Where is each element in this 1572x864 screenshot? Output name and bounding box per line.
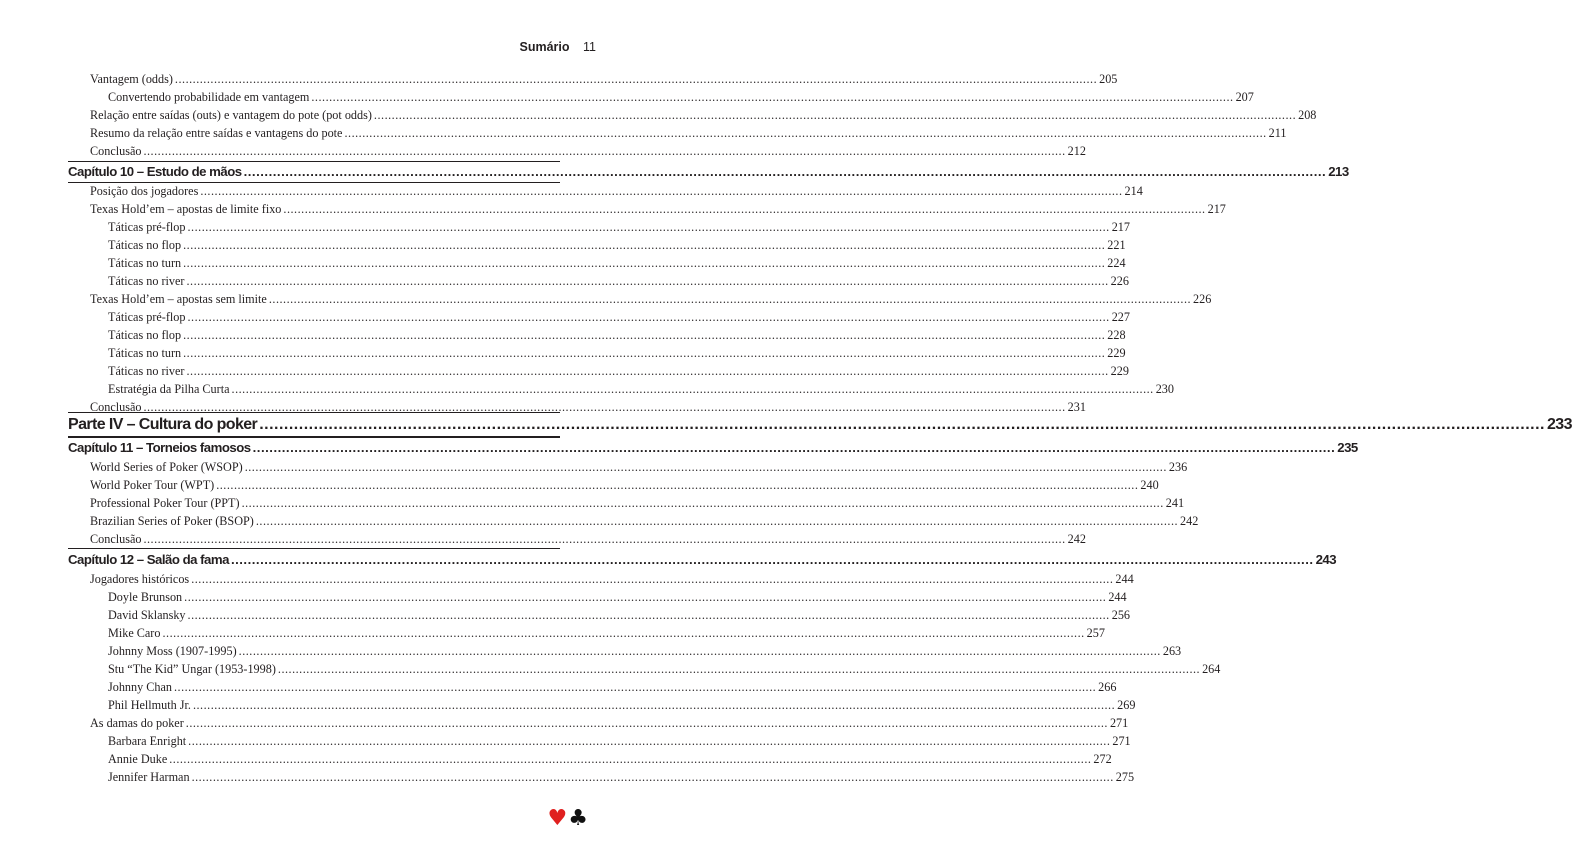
toc-entry-page-number: 263 (1162, 644, 1182, 658)
toc-entry-page-number: 240 (1140, 478, 1159, 492)
toc-entry[interactable] (68, 478, 1159, 493)
toc-entry[interactable] (68, 72, 1118, 87)
dot-leader: .................................................................................................................................................................................................................................................................... (183, 346, 1106, 360)
running-head-section: Sumário (519, 40, 570, 54)
toc-entry-page-number: 243 (1315, 552, 1337, 567)
toc-entry-page-number: 211 (1268, 126, 1287, 140)
toc-entry-title: David Sklansky (108, 608, 186, 622)
dot-leader: .................................................................................................................................................................................................................................................................... (191, 770, 1114, 784)
toc-entry-title: Capítulo 10 – Estudo de mãos (68, 164, 242, 179)
dot-leader: .................................................................................................................................................................................................................................................................... (143, 400, 1066, 414)
toc-subentry[interactable] (68, 256, 1126, 271)
toc-entry-page-number: 272 (1093, 752, 1112, 766)
toc-entry-page-number: 235 (1337, 440, 1358, 455)
dot-leader: .................................................................................................................................................................................................................................................................... (183, 238, 1106, 252)
dot-leader: .................................................................................................................................................................................................................................................................... (311, 90, 1234, 104)
toc-entry-page-number: 205 (1099, 72, 1118, 86)
dot-leader: .................................................................................................................................................................................................................................................................... (230, 552, 1314, 567)
toc-entry-title: Mike Caro (108, 626, 161, 640)
dot-leader: .................................................................................................................................................................................................................................................................... (252, 440, 1336, 455)
toc-entry-title: Táticas pré-flop (108, 220, 186, 234)
dot-leader: .................................................................................................................................................................................................................................................................... (373, 108, 1297, 122)
toc-entry[interactable] (68, 496, 1185, 511)
toc-subentry[interactable] (68, 346, 1126, 361)
dot-leader: .................................................................................................................................................................................................................................................................... (143, 144, 1066, 158)
toc-entry-title: Capítulo 11 – Torneios famosos (68, 440, 251, 455)
toc-entry-title: Texas Hold’em – apostas sem limite (90, 292, 267, 306)
toc-entry-title: Táticas no river (108, 364, 185, 378)
dot-leader: .................................................................................................................................................................................................................................................................... (143, 532, 1066, 546)
toc-subentry[interactable] (68, 662, 1221, 677)
heart-suit-icon: ♥ (547, 806, 568, 831)
toc-entry-page-number: 271 (1112, 734, 1131, 748)
toc-entry-title: Barbara Enright (108, 734, 187, 748)
toc-entry-page-number: 233 (1546, 416, 1572, 433)
toc-entry-page-number: 224 (1107, 256, 1126, 270)
toc-entry-title: Jogadores históricos (90, 572, 190, 586)
toc-entry-title: Conclusão (90, 400, 142, 414)
dot-leader: .................................................................................................................................................................................................................................................................... (243, 164, 1327, 179)
toc-entry[interactable] (68, 108, 1317, 123)
toc-entry-title: Doyle Brunson (108, 590, 183, 604)
toc-subentry[interactable] (68, 220, 1130, 235)
toc-subentry[interactable] (68, 626, 1105, 641)
dot-leader: .................................................................................................................................................................................................................................................................... (244, 460, 1167, 474)
section-divider (68, 182, 560, 183)
toc-entry[interactable] (68, 514, 1199, 529)
dot-leader: .................................................................................................................................................................................................................................................................... (241, 496, 1164, 510)
toc-entry-page-number: 257 (1086, 626, 1105, 640)
toc-subentry[interactable] (68, 238, 1126, 253)
toc-entry-title: Johnny Moss (1907-1995) (108, 644, 237, 658)
part-divider (68, 436, 560, 438)
toc-entry-title: Annie Duke (108, 752, 168, 766)
toc-entry-page-number: 244 (1115, 572, 1134, 586)
dot-leader: .................................................................................................................................................................................................................................................................... (186, 274, 1109, 288)
toc-entry-title: Texas Hold’em – apostas de limite fixo (90, 202, 282, 216)
toc-entry-page-number: 244 (1108, 590, 1127, 604)
toc-entry[interactable] (68, 532, 1086, 547)
dot-leader: .................................................................................................................................................................................................................................................................... (187, 608, 1110, 622)
dot-leader: .................................................................................................................................................................................................................................................................... (173, 680, 1097, 694)
dot-leader: .................................................................................................................................................................................................................................................................... (187, 310, 1110, 324)
toc-entry-title: Jennifer Harman (108, 770, 190, 784)
dot-leader: .................................................................................................................................................................................................................................................................... (169, 752, 1092, 766)
section-divider (68, 161, 560, 162)
toc-subentry[interactable] (68, 734, 1131, 749)
dot-leader: .................................................................................................................................................................................................................................................................... (216, 478, 1139, 492)
dot-leader: .................................................................................................................................................................................................................................................................... (283, 202, 1206, 216)
suit-ornament (548, 808, 588, 830)
toc-entry-page-number: 256 (1111, 608, 1130, 622)
dot-leader: .................................................................................................................................................................................................................................................................... (183, 328, 1106, 342)
toc-entry-page-number: 236 (1168, 460, 1188, 474)
club-suit-icon: ♣ (568, 806, 588, 831)
toc-entry-page-number: 269 (1117, 698, 1136, 712)
dot-leader: .................................................................................................................................................................................................................................................................... (191, 572, 1114, 586)
dot-leader: .................................................................................................................................................................................................................................................................... (268, 292, 1192, 306)
section-divider (68, 548, 560, 549)
toc-subentry[interactable] (68, 382, 1174, 397)
toc-entry-title: Táticas no river (108, 274, 185, 288)
dot-leader: .................................................................................................................................................................................................................................................................... (186, 364, 1109, 378)
toc-subentry[interactable] (68, 644, 1182, 659)
toc-entry-title: Johnny Chan (108, 680, 172, 694)
toc-entry-title: Conclusão (90, 532, 142, 546)
running-head (520, 40, 596, 54)
toc-entry-title: Táticas no flop (108, 328, 182, 342)
toc-entry-page-number: 241 (1165, 496, 1185, 510)
toc-chapter-heading[interactable] (68, 164, 1349, 179)
toc-entry[interactable] (68, 572, 1134, 587)
toc-subentry[interactable] (68, 680, 1117, 695)
toc-entry-title: Posição dos jogadores (90, 184, 199, 198)
dot-leader: .................................................................................................................................................................................................................................................................... (344, 126, 1267, 140)
toc-entry-page-number: 208 (1298, 108, 1317, 122)
running-head-page-number: 11 (583, 40, 596, 54)
toc-chapter-heading[interactable] (68, 440, 1358, 455)
toc-entry-title: Stu “The Kid” Ungar (1953-1998) (108, 662, 276, 676)
toc-entry-title: Resumo da relação entre saídas e vantagens do pote (90, 126, 343, 140)
toc-entry-page-number: 221 (1107, 238, 1126, 252)
dot-leader: .................................................................................................................................................................................................................................................................... (200, 184, 1123, 198)
toc-entry-title: Parte IV – Cultura do poker (68, 416, 258, 433)
toc-entry-page-number: 207 (1235, 90, 1254, 104)
toc-chapter-heading[interactable] (68, 552, 1337, 567)
toc-entry[interactable] (68, 202, 1226, 217)
toc-subentry[interactable] (68, 274, 1129, 289)
toc-entry-title: Relação entre saídas (outs) e vantagem do pote (pot odds) (90, 108, 372, 122)
toc-entry-page-number: 213 (1328, 164, 1349, 179)
toc-entry-title: Professional Poker Tour (PPT) (90, 496, 240, 510)
toc-entry[interactable] (68, 716, 1129, 731)
toc-entry-page-number: 231 (1067, 400, 1086, 414)
toc-entry-title: Estratégia da Pilha Curta (108, 382, 230, 396)
toc-subentry[interactable] (68, 90, 1254, 105)
toc-entry-page-number: 242 (1180, 514, 1199, 528)
toc-entry-page-number: 230 (1155, 382, 1174, 396)
toc-entry-page-number: 227 (1111, 310, 1130, 324)
toc-entry-page-number: 264 (1202, 662, 1221, 676)
toc-entry[interactable] (68, 292, 1212, 307)
dot-leader: .................................................................................................................................................................................................................................................................... (187, 220, 1110, 234)
dot-leader: .................................................................................................................................................................................................................................................................... (277, 662, 1201, 676)
toc-subentry[interactable] (68, 590, 1127, 605)
toc-entry-page-number: 242 (1067, 532, 1086, 546)
toc-entry-page-number: 226 (1110, 274, 1129, 288)
dot-leader: .................................................................................................................................................................................................................................................................... (192, 698, 1116, 712)
toc-entry-page-number: 275 (1115, 770, 1135, 784)
section-divider (68, 412, 560, 413)
toc-entry-title: Táticas no flop (108, 238, 182, 252)
toc-subentry[interactable] (68, 770, 1135, 785)
toc-entry[interactable] (68, 460, 1188, 475)
toc-entry-page-number: 226 (1193, 292, 1212, 306)
toc-entry[interactable] (68, 144, 1086, 159)
toc-entry-title: World Poker Tour (WPT) (90, 478, 215, 492)
toc-entry-page-number: 217 (1207, 202, 1226, 216)
toc-entry-title: As damas do poker (90, 716, 184, 730)
toc-entry-page-number: 229 (1110, 364, 1129, 378)
toc-entry-title: Vantagem (odds) (90, 72, 173, 86)
toc-subentry[interactable] (68, 364, 1129, 379)
dot-leader: .................................................................................................................................................................................................................................................................... (183, 256, 1106, 270)
dot-leader: .................................................................................................................................................................................................................................................................... (162, 626, 1085, 640)
toc-entry-page-number: 212 (1067, 144, 1086, 158)
toc-subentry[interactable] (68, 698, 1136, 713)
toc-entry-page-number: 266 (1098, 680, 1117, 694)
toc-entry-title: Táticas no turn (108, 256, 182, 270)
toc-entry-title: Táticas pré-flop (108, 310, 186, 324)
toc-part-heading[interactable] (68, 416, 1572, 434)
dot-leader: .................................................................................................................................................................................................................................................................... (184, 590, 1107, 604)
toc-entry-title: Conclusão (90, 144, 142, 158)
dot-leader: .................................................................................................................................................................................................................................................................... (255, 514, 1179, 528)
toc-entry-page-number: 214 (1124, 184, 1143, 198)
toc-entry-page-number: 271 (1109, 716, 1129, 730)
toc-entry-page-number: 228 (1107, 328, 1126, 342)
toc-entry-title: World Series of Poker (WSOP) (90, 460, 243, 474)
dot-leader: .................................................................................................................................................................................................................................................................... (174, 72, 1098, 86)
toc-entry-page-number: 229 (1107, 346, 1126, 360)
toc-subentry[interactable] (68, 752, 1112, 767)
toc-entry[interactable] (68, 126, 1287, 141)
toc-entry-title: Convertendo probabilidade em vantagem (108, 90, 310, 104)
toc-entry-page-number: 217 (1111, 220, 1130, 234)
toc-entry-title: Táticas no turn (108, 346, 182, 360)
dot-leader: .................................................................................................................................................................................................................................................................... (188, 734, 1111, 748)
dot-leader: .................................................................................................................................................................................................................................................................... (185, 716, 1108, 730)
dot-leader: .................................................................................................................................................................................................................................................................... (231, 382, 1154, 396)
toc-entry-title: Capítulo 12 – Salão da fama (68, 552, 229, 567)
toc-entry-title: Brazilian Series of Poker (BSOP) (90, 514, 254, 528)
toc-subentry[interactable] (68, 608, 1130, 623)
toc-subentry[interactable] (68, 328, 1126, 343)
dot-leader: .................................................................................................................................................................................................................................................................... (238, 644, 1161, 658)
toc-entry-title: Phil Hellmuth Jr. (108, 698, 191, 712)
dot-leader: .................................................................................................................................................................................................................................................................... (259, 416, 1545, 433)
toc-entry[interactable] (68, 184, 1143, 199)
toc-subentry[interactable] (68, 310, 1130, 325)
